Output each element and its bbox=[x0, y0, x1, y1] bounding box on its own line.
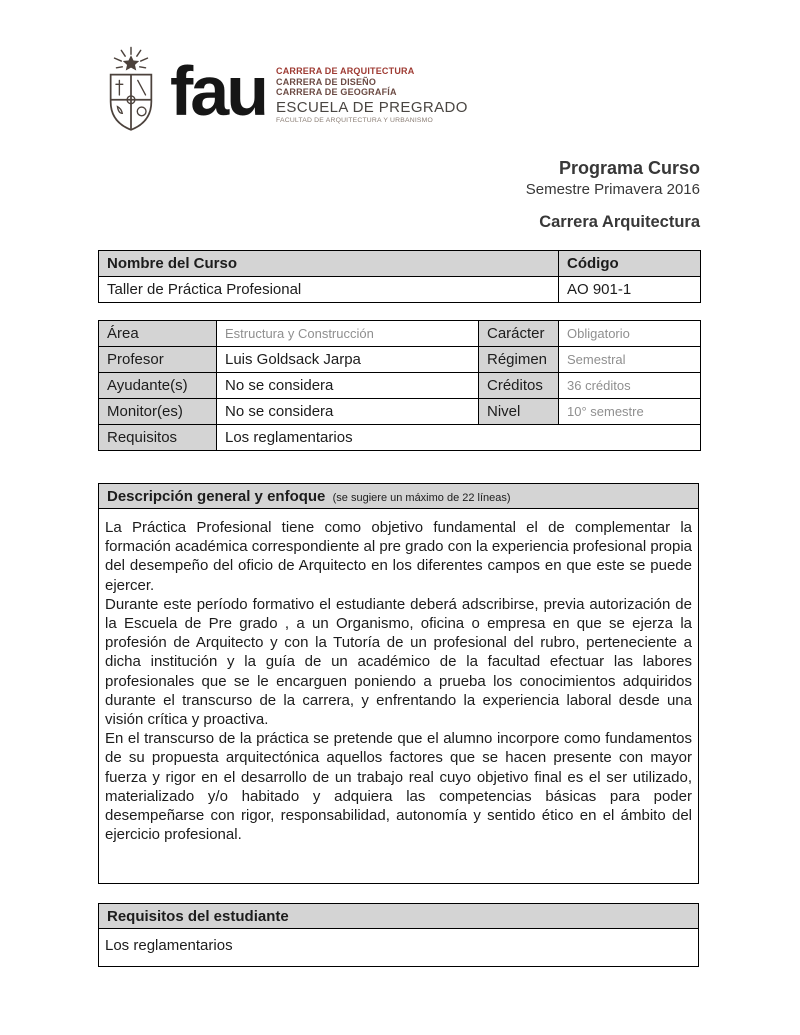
description-header bbox=[99, 484, 698, 509]
student-requirements-value: Los reglamentarios bbox=[105, 937, 233, 954]
logo-line-diseno: CARRERA DE DISEÑO bbox=[276, 76, 377, 87]
requisitos-value: Los reglamentarios bbox=[217, 425, 701, 451]
logo-text-block bbox=[276, 66, 468, 125]
document-subtitle: Semestre Primavera 2016 bbox=[525, 181, 700, 198]
area-value: Estructura y Construcción bbox=[217, 321, 479, 347]
table-row bbox=[99, 321, 701, 347]
description-paragraph: La Práctica Profesional tiene como objetivo fundamental el de complementar la formación académica correspondiente al pre grado con la experiencia profesional propia del desempeño del oficio de Arquitecto en los diferentes campos en que este se puede ejercer. bbox=[105, 519, 693, 594]
logo-line-arquitectura: CARRERA DE ARQUITECTURA bbox=[276, 66, 415, 76]
table-row bbox=[99, 425, 701, 451]
requisitos-label: Requisitos bbox=[99, 425, 217, 451]
fau-wordmark: fau bbox=[170, 52, 266, 130]
creditos-value: 36 créditos bbox=[559, 373, 701, 399]
course-info-table bbox=[98, 320, 701, 451]
nivel-label: Nivel bbox=[479, 399, 559, 425]
logo-line-facultad: FACULTAD DE ARQUITECTURA Y URBANISMO bbox=[276, 116, 434, 124]
profesor-label: Profesor bbox=[99, 347, 217, 373]
description-note: (se sugiere un máximo de 22 líneas) bbox=[332, 492, 511, 504]
table-row bbox=[99, 277, 701, 303]
caracter-value: Obligatorio bbox=[559, 321, 701, 347]
nivel-value: 10° semestre bbox=[559, 399, 701, 425]
description-body bbox=[99, 509, 698, 880]
career-title: Carrera Arquitectura bbox=[539, 213, 700, 231]
ayudante-value: No se considera bbox=[217, 373, 479, 399]
ayudante-label: Ayudante(s) bbox=[99, 373, 217, 399]
course-code-value: AO 901-1 bbox=[559, 277, 701, 303]
description-paragraph: Durante este período formativo el estudiante deberá adscribirse, previa autorización de la Escuela de Pre grado , a un Organismo, oficina o empresa en que se ejerza la profesión de Arquitecto y con la Tutoría de un profesional del rubro, perteneciente a dicha institución y la guía de un académico de la facultad efectuar las labores profesionales que se le encarguen poniendo a prueba los conocimientos adquiridos durante el transcurso de la carrera, y enfrentando la experiencia laboral desde una visión crítica y proactiva. bbox=[105, 595, 692, 729]
university-shield-icon bbox=[100, 46, 162, 140]
description-title: Descripción general y enfoque bbox=[107, 488, 326, 505]
caracter-label: Carácter bbox=[479, 321, 559, 347]
title-block bbox=[526, 158, 700, 232]
table-row bbox=[99, 251, 701, 277]
logo-line-pregrado: ESCUELA DE PREGRADO bbox=[276, 98, 468, 116]
course-name-value: Taller de Práctica Profesional bbox=[99, 277, 559, 303]
creditos-label: Créditos bbox=[479, 373, 559, 399]
table-row bbox=[99, 399, 701, 425]
table-row bbox=[99, 373, 701, 399]
student-requirements-section bbox=[98, 903, 699, 967]
area-label: Área bbox=[99, 321, 217, 347]
profesor-value: Luis Goldsack Jarpa bbox=[217, 347, 479, 373]
monitor-label: Monitor(es) bbox=[99, 399, 217, 425]
fau-logo bbox=[100, 42, 468, 140]
table-row bbox=[99, 347, 701, 373]
logo-line-geografia: CARRERA DE GEOGRAFÍA bbox=[276, 87, 397, 98]
document-title: Programa Curso bbox=[558, 158, 700, 178]
description-section bbox=[98, 483, 699, 884]
regimen-label: Régimen bbox=[479, 347, 559, 373]
course-name-header: Nombre del Curso bbox=[99, 251, 559, 277]
course-code-header: Código bbox=[559, 251, 701, 277]
regimen-value: Semestral bbox=[559, 347, 701, 373]
monitor-value: No se considera bbox=[217, 399, 479, 425]
student-requirements-header: Requisitos del estudiante bbox=[99, 904, 698, 929]
course-table bbox=[98, 250, 701, 303]
description-paragraph: En el transcurso de la práctica se pretende que el alumno incorpore como fundamentos de su propuesta arquitectónica aquellos factores que se hacen presente con mayor fuerza y rigor en el desarrollo de un trabajo real cuyo objetivo final es el ser utilizado, materializado y/o habitado y adquiera las competencias básicas para poder desempeñarse con rigor, responsabilidad, autonomía y sentido ético en el ámbito del ejercicio profesional. bbox=[105, 730, 692, 844]
